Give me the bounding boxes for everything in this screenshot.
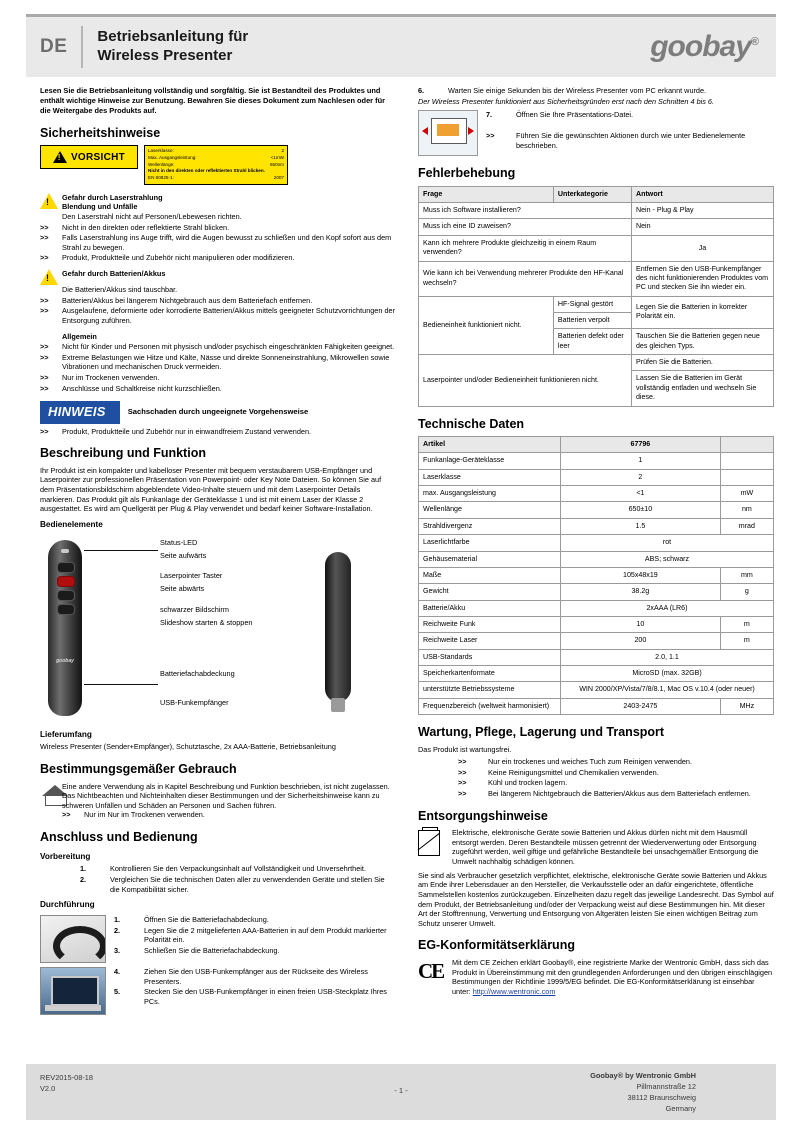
bullet-marker: >> bbox=[40, 342, 49, 352]
conformity-block bbox=[418, 958, 774, 997]
list-item-text: Ausgelaufene, deformierte oder korrodierte Batterien/Akkus mittels geeigneter Schutzvorrichtungen der Entsorgung zuführen. bbox=[62, 306, 395, 325]
conformity-body bbox=[452, 958, 774, 997]
callout-battery-cover: Batteriefachabdeckung bbox=[160, 669, 235, 679]
language-code: DE bbox=[40, 36, 68, 57]
table-row bbox=[419, 235, 774, 261]
spec-key: Laserklasse bbox=[419, 469, 561, 485]
spec-key: Reichweite Laser bbox=[419, 633, 561, 649]
table-row bbox=[419, 551, 774, 567]
notice-badge: HINWEIS bbox=[40, 401, 120, 423]
bullet-marker bbox=[40, 212, 62, 222]
page-up-button-icon bbox=[57, 562, 75, 573]
specifications-table bbox=[418, 436, 774, 715]
list-item-text: Extreme Belastungen wie Hitze und Kälte, Nässe und direkte Sonneneinstrahlung, Mikrowellen sowie Vibrationen und mechanischen Druck vermeiden. bbox=[62, 352, 390, 372]
hazard-laser-title-1: Gefahr durch Laserstrahlung bbox=[62, 192, 163, 202]
spec-unit: mW bbox=[720, 486, 773, 502]
remote-brand-mark: goobay bbox=[56, 657, 74, 664]
cell-question: Muss ich Software installieren? bbox=[419, 203, 632, 219]
spacer bbox=[40, 332, 62, 342]
section-safety-heading: Sicherheitshinweise bbox=[40, 125, 161, 140]
spec-key: Maße bbox=[419, 567, 561, 583]
table-row bbox=[419, 616, 774, 632]
laser-label-warning: Nicht in den direkten oder reflektierten Strahl blicken. bbox=[148, 168, 265, 174]
spec-value: 200 bbox=[561, 633, 721, 649]
step-number: 2. bbox=[114, 925, 121, 935]
list-item bbox=[40, 384, 396, 394]
list-item bbox=[114, 915, 396, 925]
intended-text: Eine andere Verwendung als in Kapitel Beschreibung und Funktion beschrieben, ist nicht zugelassen. Das Nichtbeachten und Nichteinhalten dieser Bestimmungen und der Sicherheitshinweise kann zu schweren Unfällen und Schäden an Personen und Sachen führen. bbox=[62, 781, 390, 810]
spec-value: 2 bbox=[561, 469, 721, 485]
step7-steps bbox=[486, 110, 774, 151]
table-row bbox=[419, 584, 774, 600]
list-item bbox=[486, 110, 774, 120]
spec-value: WIN 2000/XP/Vista/7/8/8.1, Mac OS v.10.4 (oder neuer) bbox=[561, 682, 774, 698]
spec-key: Gehäusematerial bbox=[419, 551, 561, 567]
spec-value: 1 bbox=[561, 453, 721, 469]
preparation-heading: Vorbereitung bbox=[40, 851, 91, 861]
screen-icon bbox=[431, 118, 467, 144]
callout-usb-receiver: USB-Funkempfänger bbox=[160, 698, 229, 708]
bullet-marker bbox=[40, 285, 62, 295]
step-text: Öffnen Sie Ihre Präsentations-Datei. bbox=[516, 110, 634, 120]
table-row bbox=[419, 633, 774, 649]
list-item bbox=[40, 427, 396, 437]
section-specs-heading: Technische Daten bbox=[418, 416, 525, 431]
cell-answer: Nein - Plug & Play bbox=[631, 203, 773, 219]
callout-black-screen: schwarzer Bildschirm bbox=[160, 605, 229, 615]
callout-list bbox=[160, 538, 252, 712]
company-street: Pillmannstraße 12 bbox=[636, 1082, 696, 1092]
laser-label-norm-val: 2007 bbox=[273, 175, 284, 181]
list-item-text: Nicht in den direkten oder reflektierte Strahl blicken. bbox=[62, 222, 230, 232]
spec-key: USB-Standards bbox=[419, 649, 561, 665]
spec-value: 2403-2475 bbox=[561, 698, 721, 714]
step-number: 4. bbox=[114, 967, 121, 977]
table-row bbox=[419, 261, 774, 296]
table-row bbox=[419, 437, 774, 453]
scope-heading: Lieferumfang bbox=[40, 729, 92, 739]
step-number: 3. bbox=[114, 945, 121, 955]
maintenance-text: Das Produkt ist wartungsfrei. bbox=[418, 744, 512, 754]
table-row bbox=[419, 296, 774, 312]
list-item-text: Anschlüsse und Schaltkreise nicht kurzschließen. bbox=[62, 383, 222, 393]
execution-block-a bbox=[40, 915, 396, 963]
presenter-remote-image bbox=[48, 540, 82, 716]
section-disposal-heading: Entsorgungshinweise bbox=[418, 808, 548, 823]
bullet-marker: >> bbox=[458, 757, 467, 767]
execution-steps-a bbox=[114, 915, 396, 957]
step-text: Stecken Sie den USB-Funkempfänger in einen freien USB-Steckplatz Ihres PCs. bbox=[144, 987, 387, 1006]
caution-block bbox=[40, 145, 396, 184]
lead-line bbox=[84, 684, 158, 685]
step-text: Warten Sie einige Sekunden bis der Wireless Presenter vom PC erkannt wurde. bbox=[448, 86, 707, 95]
callout-page-down: Seite abwärts bbox=[160, 584, 205, 594]
spec-value: rot bbox=[561, 535, 774, 551]
spec-value: ABS; schwarz bbox=[561, 551, 774, 567]
table-row bbox=[419, 453, 774, 469]
list-item bbox=[40, 353, 396, 372]
laser-hazard-icon: ! bbox=[40, 193, 58, 209]
spec-unit: m bbox=[720, 616, 773, 632]
list-item bbox=[114, 967, 396, 986]
laptop-usb-photo bbox=[40, 967, 106, 1015]
spec-key: Laserlichtfarbe bbox=[419, 535, 561, 551]
list-item bbox=[40, 233, 396, 252]
weee-icon-cell bbox=[418, 828, 452, 867]
spec-unit bbox=[720, 469, 773, 485]
company-name: Goobay® by Wentronic GmbH bbox=[590, 1071, 696, 1080]
list-item-text: Produkt, Produktteile und Zubehör nicht manipulieren oder modifizieren. bbox=[62, 253, 295, 263]
spec-key: Artikel bbox=[419, 437, 561, 453]
table-row bbox=[419, 600, 774, 616]
cell-answer: Ja bbox=[631, 235, 773, 261]
notice-text: Sachschaden durch ungeeignete Vorgehensweise bbox=[127, 407, 309, 417]
section-connection-heading: Anschluss und Bedienung bbox=[40, 830, 198, 845]
bullet-marker: >> bbox=[458, 778, 467, 788]
notice-block bbox=[40, 401, 396, 423]
list-item bbox=[114, 926, 396, 945]
list-item bbox=[418, 778, 774, 788]
table-row bbox=[419, 518, 774, 534]
list-item bbox=[40, 296, 396, 306]
arrow-left-icon bbox=[422, 127, 428, 135]
cell-question: Kann ich mehrere Produkte gleichzeitig in einem Raum verwenden? bbox=[419, 235, 632, 261]
hazard-laser-title-2: Blendung und Unfälle bbox=[62, 202, 138, 212]
status-led-icon bbox=[61, 549, 69, 553]
list-item bbox=[40, 864, 396, 874]
company-country: Germany bbox=[665, 1104, 696, 1114]
cell-subcategory: Batterien defekt oder leer bbox=[553, 329, 631, 355]
col-header-answer: Antwort bbox=[631, 186, 773, 202]
step-text: Kontrollieren Sie den Verpackungsinhalt auf Vollständigkeit und Unversehrtheit. bbox=[110, 864, 366, 874]
battery-hazard-icon: ! bbox=[40, 269, 58, 285]
safety-note-italic: Der Wireless Presenter funktioniert aus Sicherheitsgründen erst nach den Schnitten 4 bis 6. bbox=[418, 96, 715, 106]
laser-label-norm-key: EN 60825-1: bbox=[148, 175, 174, 181]
battery-compartment-photo bbox=[40, 915, 106, 963]
spec-value: MicroSD (max. 32GB) bbox=[561, 666, 774, 682]
intended-block bbox=[40, 782, 396, 811]
crossed-out-bin-icon bbox=[418, 830, 440, 856]
spec-key: Gewicht bbox=[419, 584, 561, 600]
table-row bbox=[419, 649, 774, 665]
bullet-marker: >> bbox=[40, 222, 49, 232]
col-header-question: Frage bbox=[419, 186, 554, 202]
spec-unit bbox=[720, 437, 773, 453]
cell-question: Wie kann ich bei Verwendung mehrerer Produkte den HF-Kanal wechseln? bbox=[419, 261, 632, 296]
spec-unit: MHz bbox=[720, 698, 773, 714]
spec-unit: g bbox=[720, 584, 773, 600]
laser-label bbox=[144, 145, 288, 184]
disposal-paragraph-1: Elektrische, elektronische Geräte sowie Batterien und Akkus dürfen nicht mit dem Hausmüll entsorgt werden. Deren Bestandteile müssen getrennt der Wiederverwertung oder Entsorgung zugeführt werden, weil giftige und gefährliche Bestandteile bei unsachgemäßer Entsorgung die Umwelt nachhaltig schädigen können. bbox=[452, 828, 759, 867]
cell-answer: Nein bbox=[631, 219, 773, 235]
execution-steps-b bbox=[114, 967, 396, 1008]
page-number: - 1 - bbox=[394, 1086, 408, 1095]
laser-button-icon bbox=[57, 576, 75, 587]
bullet-marker: >> bbox=[40, 352, 49, 362]
table-row bbox=[419, 567, 774, 583]
table-row bbox=[419, 203, 774, 219]
ce-icon-cell bbox=[418, 958, 452, 997]
section-troubleshooting-heading: Fehlerbehebung bbox=[418, 166, 516, 181]
list-item-text: Produkt, Produktteile und Zubehör nur in einwandfreiem Zustand verwenden. bbox=[62, 426, 312, 436]
caution-badge bbox=[40, 145, 138, 169]
step-number: 6. bbox=[418, 86, 425, 95]
list-item bbox=[418, 757, 774, 767]
hazard-icon-cell bbox=[40, 193, 62, 212]
hazard-battery-body bbox=[62, 269, 396, 285]
spec-value: 650±10 bbox=[561, 502, 721, 518]
section-description-heading: Beschreibung und Funktion bbox=[40, 446, 206, 461]
spec-key: Funkanlage-Geräteklasse bbox=[419, 453, 561, 469]
table-row bbox=[419, 666, 774, 682]
left-column bbox=[40, 86, 396, 1019]
list-item-text: Nur im Trockenen verwenden. bbox=[62, 373, 160, 383]
list-item-text: Nur im Nur im Trockenen verwenden. bbox=[84, 810, 205, 820]
spec-unit bbox=[720, 453, 773, 469]
hazard-laser-block bbox=[40, 193, 396, 212]
disposal-block bbox=[418, 828, 774, 867]
laser-label-val-1: <1mW bbox=[270, 155, 284, 161]
page-down-button-icon bbox=[57, 590, 75, 601]
step-number: 5. bbox=[114, 987, 121, 997]
table-row bbox=[419, 698, 774, 714]
list-item-text: Den Laserstrahl nicht auf Personen/Lebewesen richten. bbox=[62, 211, 242, 221]
spec-key: Reichweite Funk bbox=[419, 616, 561, 632]
conformity-text: Mit dem CE Zeichen erklärt Goobay®, eine registrierte Marke der Wentronic GmbH, dass sich das Produkt in Übereinstimmung mit den grundlegenden Anforderungen und den übrigen einschlägigen Bestimmungen der Richtlinie 1999/5/EG befindet. Die EG-Konformitätserklärung ist einsehbar unter: bbox=[452, 957, 773, 996]
list-item bbox=[40, 306, 396, 325]
bullet-marker: >> bbox=[40, 295, 49, 305]
list-item-text: Bei längerem Nichtgebrauch die Batterien/Akkus aus dem Batteriefach entfernen. bbox=[488, 789, 751, 799]
troubleshooting-table bbox=[418, 186, 774, 407]
list-item bbox=[40, 810, 396, 820]
spec-key: max. Ausgangsleistung bbox=[419, 486, 561, 502]
bullet-marker: >> bbox=[40, 306, 49, 316]
brand-logo-registered: ® bbox=[750, 36, 758, 48]
presenter-pc-icon bbox=[418, 110, 478, 156]
table-header-row bbox=[419, 186, 774, 202]
callout-status-led: Status-LED bbox=[160, 537, 198, 547]
col-header-subcategory: Unterkategorie bbox=[553, 186, 631, 202]
company-city: 38112 Braunschweig bbox=[627, 1093, 696, 1103]
step-text: Schließen Sie die Batteriefachabdeckung. bbox=[144, 945, 280, 955]
spec-value: <1 bbox=[561, 486, 721, 502]
list-item bbox=[40, 373, 396, 383]
callout-slideshow: Slideshow starten & stoppen bbox=[160, 618, 253, 628]
execution-block-b bbox=[40, 967, 396, 1015]
table-row bbox=[419, 682, 774, 698]
execution-heading: Durchführung bbox=[40, 900, 95, 910]
list-item bbox=[114, 946, 396, 956]
laser-label-key-2: Wellenlänge: bbox=[148, 161, 175, 167]
step-number: 1. bbox=[80, 864, 87, 874]
scope-text: Wireless Presenter (Sender+Empfänger), Schutztasche, 2x AAA-Batterie, Betriebsanleitung bbox=[40, 742, 336, 752]
step-number: 1. bbox=[114, 915, 121, 925]
company-address bbox=[590, 1070, 696, 1114]
table-row bbox=[419, 469, 774, 485]
spec-key: unterstützte Betriebssysteme bbox=[419, 682, 561, 698]
spacer bbox=[40, 810, 62, 820]
cell-answer: Lassen Sie die Batterien im Gerät vollständig entladen und wechseln Sie diese. bbox=[631, 371, 773, 406]
spec-unit: m bbox=[720, 633, 773, 649]
spec-value: 10 bbox=[561, 616, 721, 632]
spec-value: 1.5 bbox=[561, 518, 721, 534]
lead-line bbox=[84, 550, 158, 551]
spec-key: Frequenzbereich (weltweit harmonisiert) bbox=[419, 698, 561, 714]
controls-illustration bbox=[40, 534, 396, 724]
spec-key: Batterie/Akku bbox=[419, 600, 561, 616]
laser-label-key-1: Max. Ausgangsleistung: bbox=[148, 155, 197, 161]
list-item-text: Kühl und trocken lagern. bbox=[488, 778, 568, 788]
spec-value: 67796 bbox=[561, 437, 721, 453]
right-column bbox=[418, 86, 774, 996]
spec-unit: mrad bbox=[720, 518, 773, 534]
controls-heading: Bedienelemente bbox=[40, 519, 103, 529]
description-text: Ihr Produkt ist ein kompakter und kabelloser Presenter mit bequem verstaubarem USB-Empfänger und Laserpointer zur professionellen Präsentation von Powerpoint- oder Key Note Dateien. So können Sie auf dem Präsentationsbildschirm abgeblendete Video-Inhalte steuern und mit dem Laserpointer Details markieren. Das Produkt gilt als Funkanlage der Geräteklasse 1 und ist mit einem Laser der Klasse 2 ausgestattet. Es wird am Quellgerät per Plug & Play verwendet und bedarf keiner Software-Installation. bbox=[40, 465, 382, 514]
list-item bbox=[40, 223, 396, 233]
hazard-battery-block bbox=[40, 269, 396, 285]
list-item bbox=[40, 212, 396, 222]
revision-date: REV2015-08-18 bbox=[40, 1073, 94, 1082]
step-number: 7. bbox=[486, 110, 493, 120]
warning-triangle-icon bbox=[53, 151, 67, 163]
list-item bbox=[418, 789, 774, 799]
table-row bbox=[419, 535, 774, 551]
cell-answer: Legen Sie die Batterien in korrekter Polarität ein. bbox=[631, 296, 773, 329]
cell-answer: Tauschen Sie die Batterien gegen neue des gleichen Typs. bbox=[631, 329, 773, 355]
list-item-text: Nicht für Kinder und Personen mit physisch und/oder psychisch eingeschränkten Fähigkeiten geeignet. bbox=[62, 342, 395, 352]
list-item-text: Batterien/Akkus bei längerem Nichtgebrauch aus dem Batteriefach entfernen. bbox=[62, 295, 313, 305]
bullet-marker: >> bbox=[40, 426, 49, 436]
callout-page-up: Seite aufwärts bbox=[160, 550, 207, 560]
step-text: Führen Sie die gewünschten Aktionen durch wie unter Bedienelemente beschrieben. bbox=[516, 130, 746, 150]
spec-value: 2.0, 1.1 bbox=[561, 649, 774, 665]
section-conformity-heading: EG-Konformitätserklärung bbox=[418, 938, 575, 953]
bullet-marker: >> bbox=[40, 373, 49, 383]
list-item bbox=[114, 987, 396, 1006]
spec-key: Speicherkartenformate bbox=[419, 666, 561, 682]
general-heading-row bbox=[40, 332, 396, 342]
page-title bbox=[83, 28, 248, 66]
step-text: Öffnen Sie die Batteriefachabdeckung. bbox=[144, 915, 269, 925]
disposal-paragraph-2: Sie sind als Verbraucher gesetzlich verpflichtet, elektrische, elektronische Geräte sowie Batterien und Akkus am Ende ihrer Lebensdauer an den Hersteller, die Verkaufsstelle oder an dafür eingerichtete, öffentliche Sammelstellen kostenlos zurückzugeben. Einzelheiten dazu regelt das jeweilige Landesrecht. Das Symbol auf dem Produkt, der Betriebsanleitung und/oder der Verpackung weist auf diese Bestimmungen hin. Mit dieser Art der Stofftrennung, Verwertung und Entsorgung von Altgeräten leisten Sie einen wichtigen Beitrag zum Schutz unserer Umwelt. bbox=[418, 870, 774, 928]
title-line-2: Wireless Presenter bbox=[97, 47, 233, 64]
table-row bbox=[419, 486, 774, 502]
spec-key: Strahldivergenz bbox=[419, 518, 561, 534]
cell-question: Laserpointer und/oder Bedieneinheit funktionieren nicht. bbox=[419, 355, 632, 406]
cell-answer: Entfernen Sie den USB-Funkempfänger des nicht funktionierenden Produktes vom PC und stecken Sie ihn wieder ein. bbox=[631, 261, 773, 296]
general-heading: Allgemein bbox=[62, 331, 97, 341]
list-item bbox=[418, 86, 774, 96]
list-item bbox=[40, 342, 396, 352]
list-item bbox=[418, 768, 774, 778]
list-item-text: Die Batterien/Akkus sind tauschbar. bbox=[62, 285, 178, 295]
cell-subcategory: HF-Signal gestört bbox=[553, 296, 631, 312]
list-item bbox=[40, 253, 396, 263]
cell-question: Bedieneinheit funktioniert nicht. bbox=[419, 296, 554, 354]
bullet-marker: >> bbox=[40, 253, 49, 263]
table-row bbox=[419, 355, 774, 371]
house-icon-cell bbox=[40, 782, 62, 811]
bullet-marker: >> bbox=[62, 810, 71, 820]
blank-screen-button-icon bbox=[57, 604, 75, 615]
list-item bbox=[40, 285, 396, 295]
hazard-icon-cell bbox=[40, 269, 62, 285]
list-item-text: Nur ein trockenes und weiches Tuch zum Reinigen verwenden. bbox=[488, 757, 693, 767]
laser-label-val-0: 2 bbox=[281, 148, 284, 154]
page-header bbox=[26, 14, 776, 77]
title-line-1: Betriebsanleitung für bbox=[97, 28, 249, 46]
brand-logo bbox=[650, 30, 776, 64]
hazard-battery-title: Gefahr durch Batterien/Akkus bbox=[62, 269, 166, 279]
spec-value: 105x48x19 bbox=[561, 567, 721, 583]
list-item bbox=[40, 875, 396, 894]
page-footer bbox=[26, 1064, 776, 1120]
caution-label: VORSICHT bbox=[70, 151, 126, 163]
laser-label-key-0: Laserklasse: bbox=[148, 148, 174, 154]
list-item-text: Keine Reinigungsmittel und Chemikalien verwenden. bbox=[488, 767, 659, 777]
step7-block bbox=[418, 110, 774, 156]
cell-answer: Prüfen Sie die Batterien. bbox=[631, 355, 773, 371]
bullet-marker: >> bbox=[40, 233, 49, 243]
ce-mark-icon: CE bbox=[418, 958, 444, 983]
callout-laser-button: Laserpointer Taster bbox=[160, 571, 223, 581]
table-row bbox=[419, 219, 774, 235]
spec-unit: mm bbox=[720, 567, 773, 583]
spec-unit: nm bbox=[720, 502, 773, 518]
list-item-text: Falls Laserstrahlung ins Auge trifft, wird die Augen bewusst zu schließen und den Kopf sofort aus dem Strahl zu bewegen. bbox=[62, 233, 392, 252]
step-text: Ziehen Sie den USB-Funkempfänger aus der Rückseite des Wireless Presenters. bbox=[144, 967, 368, 986]
revision-version: V2.0 bbox=[40, 1084, 56, 1094]
spec-value: 2xAAA (LR6) bbox=[561, 600, 774, 616]
section-intended-heading: Bestimmungsgemäßer Gebrauch bbox=[40, 762, 237, 777]
usb-receiver-image bbox=[325, 552, 351, 702]
spec-value: 38.2g bbox=[561, 584, 721, 600]
step-text: Vergleichen Sie die technischen Daten aller zu verwendenden Geräte und stellen Sie die Kompatibilität sicher. bbox=[110, 875, 385, 894]
list-item bbox=[486, 131, 774, 150]
table-row bbox=[419, 502, 774, 518]
bullet-marker: >> bbox=[458, 767, 467, 777]
bullet-marker: >> bbox=[40, 383, 49, 393]
cell-question: Muss ich eine ID zuweisen? bbox=[419, 219, 632, 235]
brand-logo-text: goobay bbox=[650, 30, 751, 63]
section-maintenance-heading: Wartung, Pflege, Lagerung und Transport bbox=[418, 725, 665, 740]
step-number: 2. bbox=[80, 875, 87, 884]
arrow-right-icon bbox=[468, 127, 474, 135]
step-text: Legen Sie die 2 mitgelieferten AAA-Batterien in auf dem Produkt markierter Polarität ein. bbox=[144, 925, 387, 945]
conformity-url-link[interactable]: http://www.wentronic.com bbox=[472, 986, 556, 996]
cell-subcategory: Batterien verpolt bbox=[553, 312, 631, 328]
bullet-marker: >> bbox=[458, 789, 467, 799]
hazard-laser-body bbox=[62, 193, 396, 212]
spec-key: Wellenlänge bbox=[419, 502, 561, 518]
laser-label-val-2: 650nm bbox=[269, 161, 284, 167]
bullet-marker: >> bbox=[486, 130, 495, 140]
intro-paragraph: Lesen Sie die Betriebsanleitung vollständig und sorgfältig. Sie ist Bestandteil des Produktes und enthält wichtige Hinweise zur Benutzung. Bewahren Sie dieses Dokument zum Nachlesen oder für die Weitergabe des Produkts auf. bbox=[40, 86, 385, 115]
